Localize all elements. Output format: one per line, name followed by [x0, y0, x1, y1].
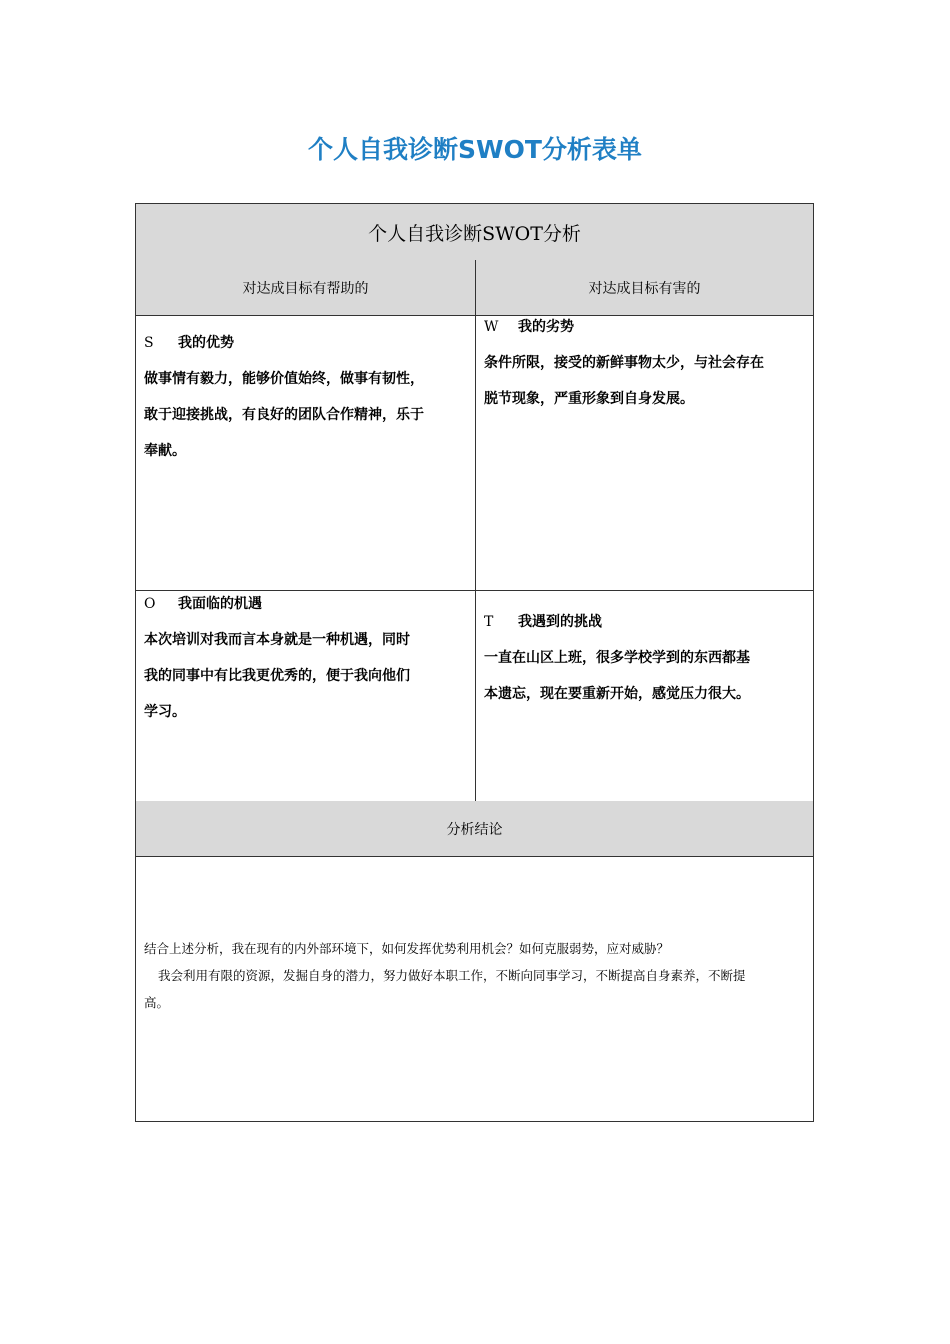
- weaknesses-label: 我的劣势: [518, 319, 574, 335]
- threats-label: 我遇到的挑战: [518, 614, 602, 630]
- opportunities-line: 学习。: [144, 704, 186, 720]
- strengths-label: 我的优势: [178, 335, 234, 351]
- weaknesses-text: [484, 345, 805, 417]
- column-header-harmful: 对达成目标有害的: [476, 260, 813, 315]
- opportunities-heading: [144, 586, 467, 622]
- swot-table: [135, 203, 814, 1122]
- strengths-line: 做事情有毅力，能够价值始终，做事有韧性，: [144, 371, 424, 387]
- strengths-text: [144, 361, 467, 469]
- conclusion-header: 分析结论: [136, 801, 813, 856]
- threats-heading: [484, 604, 805, 640]
- conclusion-answer-line: 高。: [144, 995, 170, 1010]
- weaknesses-cell: [476, 309, 813, 589]
- weaknesses-line: 脱节现象，严重形象到自身发展。: [484, 391, 694, 407]
- document-title: 个人自我诊断SWOT分析表单: [308, 135, 642, 164]
- strengths-heading: [144, 325, 467, 361]
- threats-cell: [476, 604, 813, 800]
- conclusion-question: 结合上述分析，我在现有的内外部环境下，如何发挥优势利用机会？如何克服弱势，应对威胁？: [144, 941, 670, 956]
- opportunities-cell: [136, 586, 475, 800]
- opportunities-label: 我面临的机遇: [178, 596, 262, 612]
- opportunities-letter: O: [144, 596, 156, 612]
- weaknesses-letter: W: [484, 319, 499, 335]
- strengths-cell: [136, 325, 475, 590]
- opportunities-line: 我的同事中有比我更优秀的，便于我向他们: [144, 668, 410, 684]
- opportunities-text: [144, 622, 467, 730]
- threats-line: 一直在山区上班，很多学校学到的东西都基: [484, 650, 750, 666]
- weaknesses-line: 条件所限，接受的新鲜事物太少，与社会存在: [484, 355, 764, 371]
- threats-letter: T: [484, 614, 494, 630]
- threats-text: [484, 640, 805, 712]
- strengths-line: 奉献。: [144, 443, 186, 459]
- conclusion-answer-line: 我会利用有限的资源，发掘自身的潜力，努力做好本职工作，不断向同事学习，不断提高自身素养，不断提: [158, 968, 746, 983]
- column-header-helpful: 对达成目标有帮助的: [136, 260, 475, 315]
- conclusion-body: [136, 856, 813, 1122]
- opportunities-line: 本次培训对我而言本身就是一种机遇，同时: [144, 632, 410, 648]
- strengths-line: 敢于迎接挑战，有良好的团队合作精神，乐于: [144, 407, 424, 423]
- weaknesses-heading: [484, 309, 805, 345]
- table-header-title: 个人自我诊断SWOT分析: [136, 204, 813, 260]
- strengths-letter: S: [144, 335, 154, 351]
- threats-line: 本遗忘，现在要重新开始，感觉压力很大。: [484, 686, 750, 702]
